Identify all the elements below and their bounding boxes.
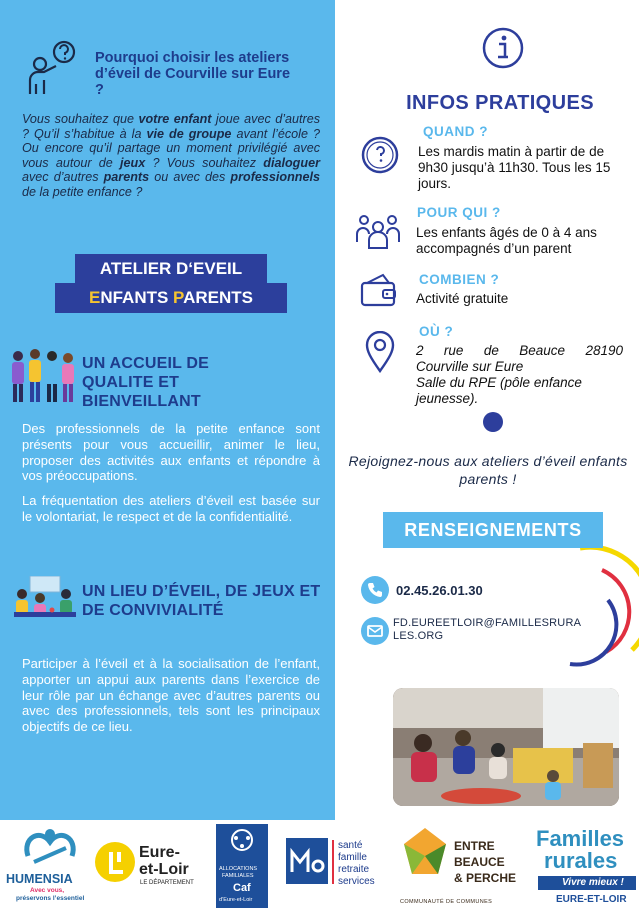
humensia-tag1: Avec vous, xyxy=(30,887,65,894)
pour-qui-text: Les enfants âgés de 0 à 4 ans accompagnés d’un parent xyxy=(416,225,597,256)
join-text: Rejoignez-nous aux ateliers d’éveil enfants parents ! xyxy=(348,453,628,487)
msa-text1: santé xyxy=(338,840,363,851)
caf-text3: Caf xyxy=(233,882,251,894)
vivre-mieux-text: Vivre mieux ! xyxy=(562,877,624,888)
renseignements-banner: RENSEIGNEMENTS xyxy=(383,512,603,548)
msa-divider xyxy=(332,840,334,884)
msa-text2: famille xyxy=(338,852,367,863)
ebp-text4: COMMUNAUTÉ DE COMMUNES xyxy=(400,899,493,905)
humensia-text: HUMENSIA xyxy=(6,872,73,886)
partner-logos xyxy=(0,820,639,911)
eure-text: Eure- xyxy=(139,844,180,861)
phone-number[interactable]: 02.45.26.01.30 xyxy=(396,583,483,598)
caf-text1: ALLOCATIONS xyxy=(219,866,258,872)
msa-text3: retraite xyxy=(338,864,370,875)
phone-icon xyxy=(361,576,389,604)
section1-title: UN ACCUEIL DE QUALITE ET BIENVEILLANT xyxy=(82,355,210,410)
section1-paragraph1: Des professionnels de la petite enfance sont présents pour vous accueillir, animer le lieu, proposer des activités aux enfants et répondre à vos préoccupations. xyxy=(22,421,320,484)
why-title: Pourquoi choisir les ateliers d’éveil de Courville sur Eure ? xyxy=(95,50,291,98)
family-icon xyxy=(355,212,401,252)
caf-text2: FAMILIALES xyxy=(222,873,254,879)
section2-paragraph: Participer à l’éveil et à la socialisation de l’enfant, apporter un appui aux parents dans l’exercice de leur rôle par un échange avec d’autres parents ou avec des professionnels, tels sont les principaux objectifs de ce lieu. xyxy=(22,656,320,735)
parents-rest: ARENTS xyxy=(183,288,254,307)
quand-text: Les mardis matin à partir de de 9h30 jusqu’à 11h30. Tous les 15 jours. xyxy=(418,144,611,191)
ou-line4: jeunesse). xyxy=(416,391,479,406)
email-line2[interactable]: LES.ORG xyxy=(393,630,444,642)
entre-beauce-perche-logo xyxy=(400,826,450,900)
ebp-text1: ENTRE xyxy=(454,839,495,853)
departement-text: LE DÉPARTEMENT xyxy=(140,880,194,886)
ou-label: OÙ ? xyxy=(419,324,454,339)
enfants-rest: NFANTS xyxy=(100,288,174,307)
letter-p: P xyxy=(173,288,184,307)
intro-paragraph: Vous souhaitez que votre enfant joue avec d’autres ? Qu’il s’habitue à la vie de groupe avant l’école ? Ou encore qu’il partage un moment privilégié avec vous autour de jeux ? Vous souhaitez dialoguer avec d’autres parents ou avec des professionnels de la petite enfance ? xyxy=(22,112,320,199)
title-band-enfants-parents xyxy=(55,283,287,313)
section1-paragraph2: La fréquentation des ateliers d’éveil est basée sur le volontariat, le respect et de la confidentialité. xyxy=(22,493,320,524)
msa-text4: services xyxy=(338,876,375,887)
title-band-atelier xyxy=(75,254,267,284)
rurales-text: rurales xyxy=(544,848,618,873)
decorative-dot xyxy=(483,412,503,432)
combien-text: Activité gratuite xyxy=(416,291,509,306)
msa-logo xyxy=(286,838,328,884)
ou-line1: 2 rue de Beauce 28190 xyxy=(416,343,623,358)
ou-line2: Courville sur Eure xyxy=(416,359,524,374)
section2-title: UN LIEU D’ÉVEIL, DE JEUX ET DE CONVIVIALITÉ xyxy=(82,583,321,619)
people-group-icon xyxy=(8,346,78,404)
table-meeting-icon xyxy=(10,576,78,620)
letter-e: E xyxy=(88,288,101,307)
mail-icon xyxy=(361,617,389,645)
quand-label: QUAND ? xyxy=(423,124,488,139)
question-person-icon xyxy=(26,40,82,96)
pour-qui-label: POUR QUI ? xyxy=(417,205,501,220)
familles-text: Familles xyxy=(536,826,625,851)
email-line1[interactable]: FD.EUREETLOIR@FAMILLESRURA xyxy=(393,617,582,629)
infos-pratiques-title: INFOS PRATIQUES xyxy=(406,92,594,114)
clock-icon xyxy=(360,135,400,175)
ou-line3: Salle du RPE (pôle enfance xyxy=(416,375,582,390)
humensia-logo xyxy=(20,826,82,868)
et-loir-text: et-Loir xyxy=(139,861,189,878)
ebp-text3: & PERCHE xyxy=(454,871,517,885)
location-pin-icon xyxy=(364,331,396,373)
decorative-arcs xyxy=(560,540,639,670)
info-icon xyxy=(482,27,524,69)
fr-eure-et-loir-text: EURE-ET-LOIR xyxy=(556,894,627,905)
eure-et-loir-logo xyxy=(95,842,135,882)
activity-photo xyxy=(393,688,619,806)
wallet-icon xyxy=(359,273,399,307)
ebp-text2: BEAUCE xyxy=(454,855,505,869)
title-band-atelier-text: ATELIER D‘EVEIL xyxy=(99,259,243,278)
caf-text4: d’Eure-et-Loir xyxy=(219,897,253,903)
combien-label: COMBIEN ? xyxy=(419,272,500,287)
humensia-tag2: préservons l’essentiel xyxy=(16,895,85,902)
